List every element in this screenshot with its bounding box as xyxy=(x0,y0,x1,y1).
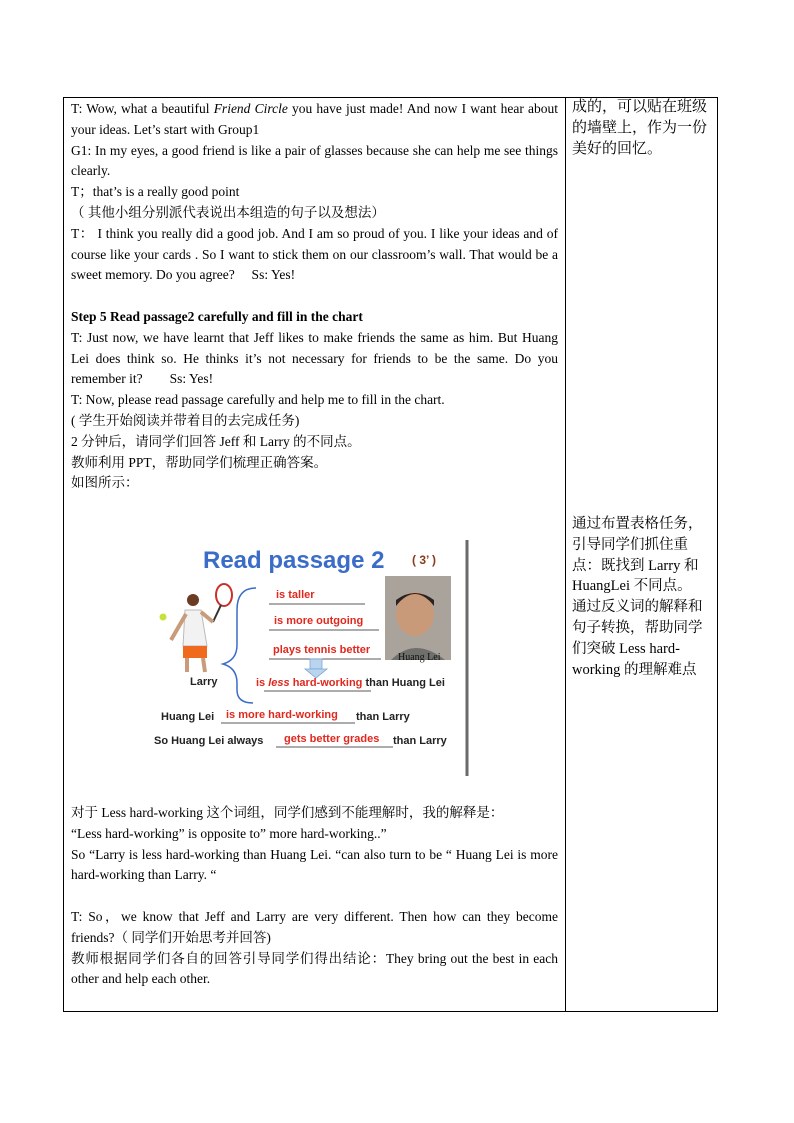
answer-more-hardworking: is more hard-working xyxy=(226,709,338,721)
teacher-instruction: T: Now, please read passage carefully and help me to fill in the chart. xyxy=(71,392,445,408)
line6-suffix: than Larry xyxy=(393,735,447,747)
teacher-intro-passage2: T: Just now, we have learnt that Jeff likes to make friends the same as him. But Huang Lei does think so. He thinks it’s not necessary for friends to be the same. Do you remember it? Ss: Yes! xyxy=(71,329,558,387)
group1-answer: G1: In my eyes, a good friend is like a pair of glasses because she can help me see things clearly. xyxy=(71,142,558,179)
teacher-question: T: So，we know that Jeff and Larry are very different. Then how can they become friends?（ 同学们开始思考并回答) xyxy=(71,908,558,945)
column-divider xyxy=(565,97,566,1012)
student-reading-note: ( 学生开始阅读并带着目的去完成任务) xyxy=(71,412,300,428)
note-memory: 成的，可以贴在班级的墙壁上，作为一份美好的回忆。 xyxy=(572,99,708,157)
note-chart-task: 通过布置表格任务，引导同学们抓住重点：既找到 Larry 和 HuangLei 不同点。 xyxy=(572,516,703,595)
line6-prefix: So Huang Lei always xyxy=(154,735,264,747)
teacher-line-friend-circle: T: Wow, what a beautiful Friend Circle you have just made! And now I want hear about your ideas. Let’s start with Group1 xyxy=(71,101,558,137)
teaching-process-column-lower xyxy=(71,803,558,990)
design-notes-top xyxy=(572,97,708,160)
photo-caption: Huang Lei xyxy=(398,652,441,663)
group-activity-note: （ 其他小组分别派代表说出本组造的句子以及想法） xyxy=(71,204,385,220)
line4-sentence: is less hard-working than Huang Lei xyxy=(256,677,445,689)
line5-suffix: than Larry xyxy=(356,711,410,723)
conclusion-note: 教师根据同学们各自的回答引导同学们得出结论：They bring out the best in each other and help each other. xyxy=(71,950,558,987)
answer-differences-note: 2 分钟后，请同学们回答 Jeff 和 Larry 的不同点。 xyxy=(71,433,361,449)
note-antonym: 通过反义词的解释和句子转换，帮助同学们突破 Less hard-working 的理解难点 xyxy=(572,599,703,678)
opposite-sentence: “Less hard-working” is opposite to” more hard-working..” xyxy=(71,825,387,841)
slide-time: ( 3’ ) xyxy=(412,553,437,567)
answer-tennis: plays tennis better xyxy=(273,644,371,656)
ppt-note: 教师利用 PPT，帮助同学们梳理正确答案。 xyxy=(71,454,328,470)
slide-graphic xyxy=(153,540,470,776)
step5-heading: Step 5 Read passage2 carefully and fill in the chart xyxy=(71,308,363,324)
teacher-praise: T： I think you really did a good job. And I am so proud of you. I like your ideas and of course like your cards . So I want to stick them on our classroom’s wall. That would be a sweet memory. Do you agree? Ss: Yes! xyxy=(71,225,558,283)
teacher-comment: T；that’s is a really good point xyxy=(71,184,240,200)
larry-label: Larry xyxy=(190,676,218,688)
design-notes-middle xyxy=(572,514,708,680)
teaching-process-column xyxy=(71,99,558,494)
figure-intro: 如图所示： xyxy=(71,475,139,491)
friend-circle-term: Friend Circle xyxy=(213,101,288,116)
answer-better-grades: gets better grades xyxy=(284,733,380,745)
sentence-transformation: So “Larry is less hard-working than Huang Lei. “can also turn to be “ Huang Lei is more hard-working than Larry. “ xyxy=(71,846,558,883)
slide-title: Read passage 2 xyxy=(203,547,385,574)
answer-outgoing: is more outgoing xyxy=(274,615,364,627)
slide-image-read-passage-2 xyxy=(153,540,470,776)
line5-prefix: Huang Lei xyxy=(161,711,215,723)
answer-taller: is taller xyxy=(276,589,315,601)
less-hardworking-explanation: 对于 Less hard-working 这个词组，同学们感到不能理解时，我的解释是： xyxy=(71,805,504,820)
